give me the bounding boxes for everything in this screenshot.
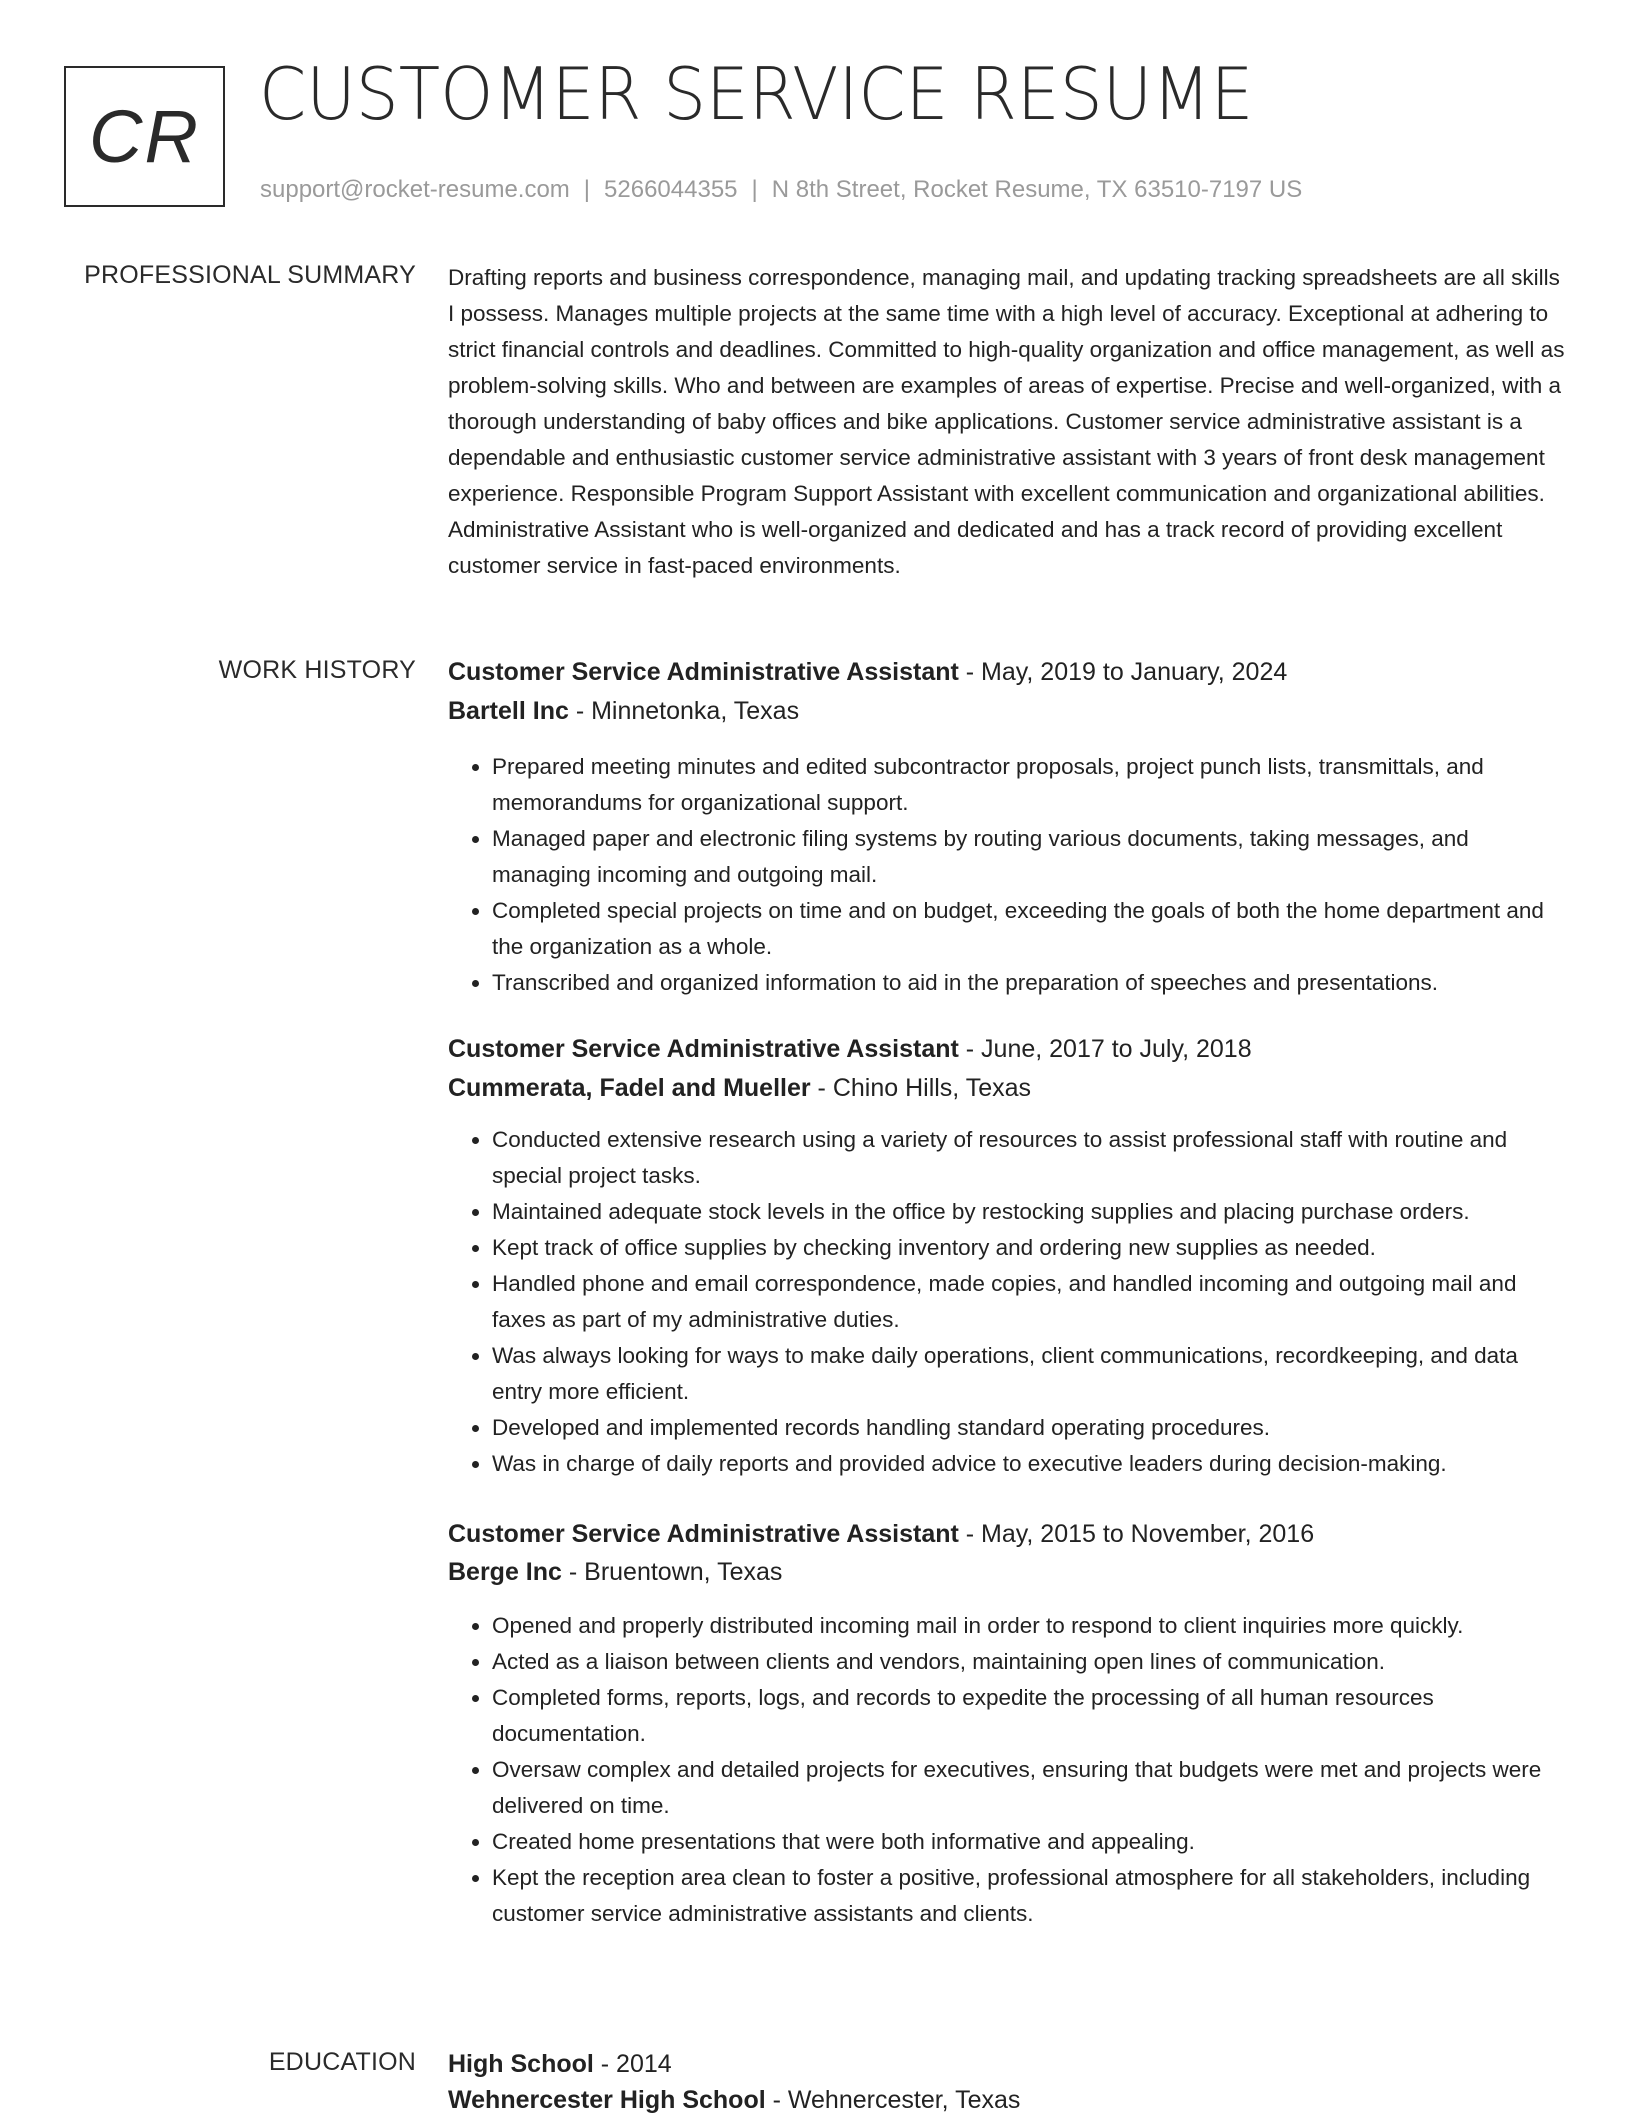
education-school-line — [448, 2082, 1568, 2118]
bullet-item: • Transcribed and organized information to aid in the preparation of speeches and presentations. — [492, 965, 1568, 1001]
contact-separator: | — [583, 176, 591, 203]
job-company: Bartell Inc — [448, 697, 569, 725]
bullet-item: • Opened and properly distributed incoming mail in order to respond to client inquiries more quickly. — [492, 1608, 1568, 1644]
education-body — [448, 2046, 1568, 2118]
job-location: - Chino Hills, Texas — [810, 1074, 1032, 1102]
bullet-item: • Kept the reception area clean to foster a positive, professional atmosphere for all stakeholders, including customer service administrative assistants and clients. — [492, 1860, 1568, 1932]
education-school: Wehnercester High School — [448, 2086, 766, 2114]
contact-address: N 8th Street, Rocket Resume, TX 63510-7197 US — [771, 176, 1303, 203]
job-bullets — [448, 1608, 1568, 1932]
contact-email[interactable]: support@rocket-resume.com — [260, 176, 570, 203]
bullet-item: • Managed paper and electronic filing systems by routing various documents, taking messages, and managing incoming and outgoing mail. — [492, 821, 1568, 893]
job-entry — [448, 654, 1568, 1001]
education-location: - Wehnercester, Texas — [765, 2086, 1021, 2114]
job-dates: - May, 2015 to November, 2016 — [958, 1520, 1315, 1548]
bullet-item: • Kept track of office supplies by checking inventory and ordering new supplies as needed. — [492, 1230, 1568, 1266]
job-entry — [448, 1516, 1568, 1932]
monogram-initials: CR — [89, 95, 200, 178]
section-label-summary: PROFESSIONAL SUMMARY — [84, 261, 416, 289]
bullet-item: • Developed and implemented records handling standard operating procedures. — [492, 1410, 1568, 1446]
bullet-item: • Oversaw complex and detailed projects for executives, ensuring that budgets were met and projects were delivered on time. — [492, 1752, 1568, 1824]
job-dates: - June, 2017 to July, 2018 — [958, 1035, 1252, 1063]
resume-title: CUSTOMER SERVICE RESUME — [259, 52, 1254, 136]
job-title-line — [448, 654, 1568, 690]
monogram-box — [64, 66, 225, 207]
education-degree: High School — [448, 2050, 594, 2078]
section-label-work-history: WORK HISTORY — [218, 656, 416, 684]
job-bullets — [448, 749, 1568, 1001]
section-label-education: EDUCATION — [268, 2048, 416, 2076]
bullet-item: • Completed special projects on time and on budget, exceeding the goals of both the home department and the organization as a whole. — [492, 893, 1568, 965]
bullet-item: • Conducted extensive research using a variety of resources to assist professional staff with routine and special project tasks. — [492, 1122, 1568, 1194]
bullet-item: • Was always looking for ways to make daily operations, client communications, recordkeeping, and data entry more efficient. — [492, 1338, 1568, 1410]
bullet-item: • Created home presentations that were both informative and appealing. — [492, 1824, 1568, 1860]
contact-line — [260, 176, 1302, 204]
job-dates: - May, 2019 to January, 2024 — [958, 658, 1288, 686]
job-title-line — [448, 1516, 1568, 1552]
job-location: - Minnetonka, Texas — [568, 697, 800, 725]
bullet-item: • Maintained adequate stock levels in the office by restocking supplies and placing purchase orders. — [492, 1194, 1568, 1230]
bullet-item: • Completed forms, reports, logs, and records to expedite the processing of all human resources documentation. — [492, 1680, 1568, 1752]
job-title: Customer Service Administrative Assistant — [448, 1520, 959, 1548]
education-year: - 2014 — [593, 2050, 672, 2078]
job-entry — [448, 1031, 1568, 1482]
education-degree-line — [448, 2046, 1568, 2082]
summary-body — [448, 260, 1568, 584]
job-company: Cummerata, Fadel and Mueller — [448, 1074, 811, 1102]
job-company-line — [448, 1070, 1568, 1106]
job-title: Customer Service Administrative Assistant — [448, 658, 959, 686]
bullet-item: • Handled phone and email correspondence, made copies, and handled incoming and outgoing mail and faxes as part of my administrative duties. — [492, 1266, 1568, 1338]
job-bullets — [448, 1122, 1568, 1482]
bullet-item: • Prepared meeting minutes and edited subcontractor proposals, project punch lists, transmittals, and memorandums for organizational support. — [492, 749, 1568, 821]
contact-phone[interactable]: 5266044355 — [604, 176, 738, 203]
job-title: Customer Service Administrative Assistant — [448, 1035, 959, 1063]
bullet-item: • Was in charge of daily reports and provided advice to executive leaders during decision-making. — [492, 1446, 1568, 1482]
job-title-line — [448, 1031, 1568, 1067]
contact-separator: | — [751, 176, 758, 203]
bullet-item: • Acted as a liaison between clients and vendors, maintaining open lines of communication. — [492, 1644, 1568, 1680]
job-location: - Bruentown, Texas — [561, 1558, 783, 1586]
summary-text: Drafting reports and business correspondence, managing mail, and updating tracking spreadsheets are all skills I possess. Manages multiple projects at the same time with a high level of accuracy. Exceptional at adhering to strict financial controls and deadlines. Committed to high-quality organization and office management, as well as problem-solving skills. Who and between are examples of areas of expertise. Precise and well-organized, with a thorough understanding of baby offices and bike applications. Customer service administrative assistant is a dependable and enthusiastic customer service administrative assistant with 3 years of front desk management experience. Responsible Program Support Assistant with excellent communication and organizational abilities. Administrative Assistant who is well-organized and dedicated and has a track record of providing excellent customer service in fast-paced environments. — [448, 265, 1565, 578]
job-company: Berge Inc — [448, 1558, 562, 1586]
job-company-line — [448, 1554, 1568, 1590]
job-company-line — [448, 693, 1568, 729]
work-history-body — [448, 654, 1568, 1932]
